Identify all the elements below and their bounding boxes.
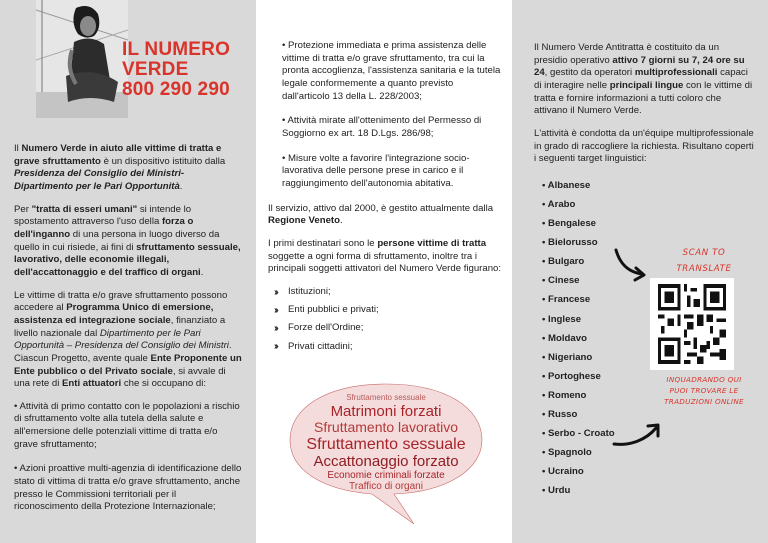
list-item: ›› Istituzioni; (274, 286, 331, 298)
woman-photo (36, 0, 128, 118)
antitratta-paragraph: Il Numero Verde Antitratta è costituito da un presidio operativo attivo 7 giorni su 7, 24 ore su 24, gestito da operatori multiprofessionali capaci di interagire nelle principali lingue con le vittime di tratta e fornire informazioni a tutti coloro che attivano il Numero Verde. (534, 42, 753, 117)
left-body-text (14, 143, 242, 526)
list-item: • Bengalese (542, 218, 597, 230)
list-item: ›› Privati cittadini; (274, 340, 353, 353)
list-item: • Arabo (542, 199, 576, 210)
list-item: • Moldavo (542, 332, 587, 344)
phone-headline (122, 40, 230, 100)
headline-phone-number: 800 290 290 (122, 78, 230, 100)
list-item: • Romeno (542, 389, 587, 401)
list-item: • Serbo - Croato (542, 428, 615, 440)
qr-code-icon (658, 284, 726, 364)
bullet-protection: • Protezione immediata e prima assistenza delle vittime di tratta e/o grave sfruttamento, tra cui la pronta accoglienza, l'assistenza sanitaria e la tutela legale conformemente a quanto previsto dall'articolo 13 della L. 228/2003; (282, 40, 501, 102)
curved-arrow-icon (612, 244, 652, 284)
list-item: • Albanese (542, 179, 591, 191)
curved-arrow-icon (612, 420, 664, 450)
list-item: • Bielorusso (542, 237, 598, 249)
cloud-word: Sfruttamento lavorativo (314, 419, 458, 435)
double-chevron-icon: ›› (274, 286, 277, 298)
intro-paragraph: Il Numero Verde in aiuto alle vittime di tratta e grave sfruttamento è un dispositivo istituito dalla Presidenza del Consiglio dei Ministri-Dipartimento per le Pari Opportunità. (14, 143, 226, 192)
qr-code[interactable] (650, 278, 734, 370)
equipe-paragraph: L'attività è condotta da un'équipe multiprofessionale in grado di raccogliere la richiesta. Risultano coperti i seguenti target linguistici: (534, 127, 754, 165)
headline-line-1: IL NUMERO (122, 39, 231, 60)
list-item: • Bulgaro (542, 256, 585, 268)
cloud-word: Sfruttamento sessuale (346, 393, 426, 402)
list-item: ›› Enti pubblici e privati; (274, 304, 379, 317)
list-item: • Ucraino (542, 466, 584, 478)
cloud-word: Economie criminali forzate (327, 470, 445, 481)
list-item: • Francese (542, 294, 591, 306)
headline-line-2: VERDE (122, 58, 189, 80)
scan-to-translate-label: SCAN TO TRANSLATE (676, 248, 732, 274)
list-item: • Urdu (542, 485, 571, 497)
activators-list (274, 286, 502, 354)
bullet-permit: • Attività mirate all'ottenimento del Permesso di Soggiorno ex art. 18 D.Lgs. 286/98; (282, 115, 482, 139)
cloud-word: Traffico di organi (349, 481, 423, 492)
list-item: • Inglese (542, 313, 582, 325)
list-item: • Spagnolo (542, 447, 592, 459)
programma-paragraph: Le vittime di tratta e/o grave sfruttamento possono accedere al Programma Unico di emersione, assistenza ed integrazione sociale, finanziato a livello nazionale dal Dipartimento per le Pari Opportunità – Presidenza del Consiglio dei Ministri. Ciascun Progetto, avente quale Ente Proponente un Ente pubblico o del Privato sociale, si avvale di una rete di Enti attuatori che si occupano di: (14, 289, 242, 390)
double-chevron-icon: ›› (274, 323, 277, 335)
bullet-proactive-actions: • Azioni proattive multi-agenzia di identificazione dello stato di vittima di tratta e/o grave sfruttamento, anche presso le Commissioni territoriali per il riconoscimento della Protezione Internazionale; (14, 463, 242, 513)
double-chevron-icon: ›› (274, 305, 277, 317)
word-cloud-speech-bubble (286, 378, 486, 528)
service-paragraph: Il servizio, attivo dal 2000, è gestito attualmente dalla Regione Veneto. (268, 202, 494, 227)
list-item: • Portoghese (542, 370, 601, 382)
cloud-word: Accattonaggio forzato (313, 453, 459, 470)
middle-panel (256, 0, 512, 543)
recipients-paragraph: I primi destinatari sono le persone vittime di tratta soggette a ogni forma di sfruttamento, inoltre tra i principali soggetti attivatori del Numero Verde figurano: (268, 237, 502, 275)
list-item: • Russo (542, 409, 578, 421)
tratta-definition: Per "tratta di esseri umani" si intende lo spostamento attraverso l'uso della forza o dell'inganno di una persona in luogo diverso da quello in cui risiede, ai fini di sfruttamento sessuale, lavorativo, delle economie illegali, dell'accattonaggio e del traffico di organi. (14, 203, 241, 278)
bullet-integration: • Misure volte a favorire l'integrazione socio-lavorativa delle persone prese in carico e il raggiungimento dell'autonomia abitativa. (282, 152, 470, 189)
double-chevron-icon: ›› (274, 341, 277, 353)
list-item: • Cinese (542, 275, 580, 287)
cloud-word: Sfruttamento sessuale (306, 436, 466, 453)
cloud-word: Matrimoni forzati (330, 403, 442, 420)
list-item: • Nigeriano (542, 351, 593, 363)
bullet-first-contact: • Attività di primo contatto con le popolazioni a rischio di sfruttamento volte alla tutela della salute e all'emersione delle potenziali vittime di tratta e/o grave sfruttamento; (14, 400, 240, 450)
left-panel (0, 0, 256, 543)
list-item: ›› Forze dell'Ordine; (274, 322, 364, 335)
scan-instructions: INQUADRANDO QUI PUOI TROVARE LE TRADUZIONI ONLINE (664, 375, 744, 407)
